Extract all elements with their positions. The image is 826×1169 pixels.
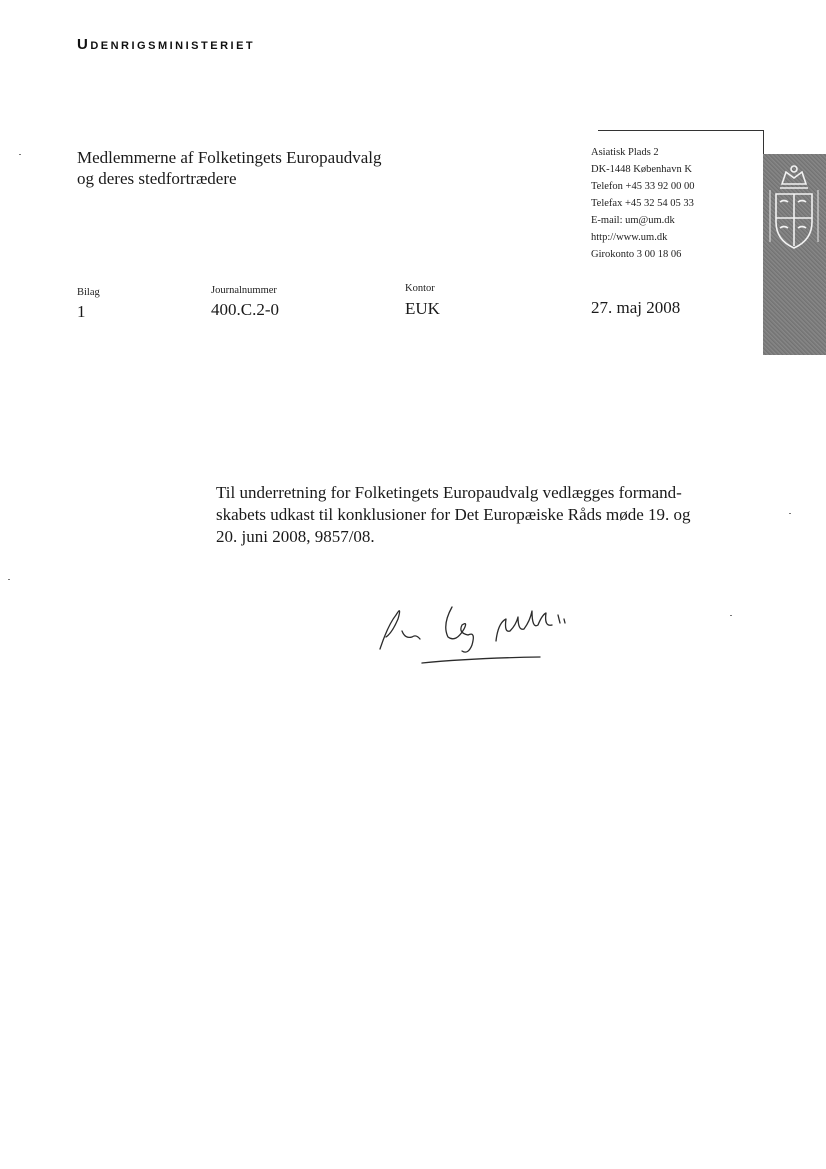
address-line-fax: Telefax +45 32 54 05 33 <box>591 198 694 209</box>
address-line-web: http://www.um.dk <box>591 232 668 243</box>
coat-of-arms-icon <box>768 162 820 272</box>
body-line-1: Til underretning for Folketingets Europaudvalg vedlægges formand- <box>216 483 682 502</box>
address-block <box>591 144 694 263</box>
kontor-value: EUK <box>405 299 440 318</box>
recipient-line-1: Medlemmerne af Folketingets Europaudvalg <box>77 148 382 167</box>
journal-value: 400.C.2-0 <box>211 300 279 319</box>
scan-speck <box>789 513 791 514</box>
address-line-giro: Girokonto 3 00 18 06 <box>591 249 682 260</box>
recipient-block <box>77 147 382 189</box>
body-line-3: 20. juni 2008, 9857/08. <box>216 527 375 546</box>
address-rule-top <box>598 130 764 131</box>
signature-image <box>372 585 587 675</box>
address-line-city: DK-1448 København K <box>591 164 692 175</box>
address-line-phone: Telefon +45 33 92 00 00 <box>591 181 695 192</box>
scan-speck <box>8 579 10 580</box>
body-line-2: skabets udkast til konklusioner for Det Europæiske Råds møde 19. og <box>216 505 691 524</box>
bilag-label: Bilag <box>77 287 100 298</box>
journal-label: Journalnummer <box>211 285 277 296</box>
body-paragraph <box>216 482 716 548</box>
recipient-line-2: og deres stedfortrædere <box>77 169 237 188</box>
scan-speck <box>19 154 21 155</box>
address-rule-side <box>763 130 764 154</box>
ministry-name: Udenrigsministeriet <box>77 36 256 53</box>
document-date: 27. maj 2008 <box>591 298 681 317</box>
address-line-street: Asiatisk Plads 2 <box>591 147 659 158</box>
address-line-email: E-mail: um@um.dk <box>591 215 675 226</box>
kontor-label: Kontor <box>405 283 435 294</box>
scan-speck <box>730 615 732 616</box>
bilag-value: 1 <box>77 302 86 321</box>
